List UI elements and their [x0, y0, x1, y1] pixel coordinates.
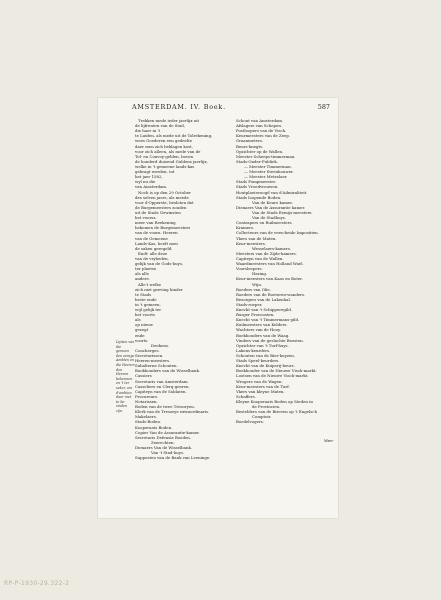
text-line: het jaer 1582, [135, 174, 163, 180]
text-line: — Meester Metzelaer. [244, 174, 288, 180]
text-line: Schouten van de Bier-huyzen. [236, 353, 295, 359]
text-line: Secretarissen. [135, 353, 164, 359]
margin-note-line: Ambten en [116, 358, 135, 363]
text-line: Vinders van de geslachte Beesten. [236, 337, 304, 343]
text-line: Capiteyn van de Wallen. [236, 255, 284, 261]
text-line: Comptoir. [252, 414, 272, 420]
text-line: Trekken mede ieder jaerlijx uit [138, 118, 200, 123]
text-line: Subalterne Schouten. [135, 363, 178, 369]
left-text-column [135, 118, 233, 460]
text-line: Keur-meesters. [236, 240, 267, 246]
text-line: Contrapers en Ruilmeesters. [236, 220, 293, 226]
text-line: Kooperaats Boden. [135, 424, 173, 430]
text-line: Endt' alle deze [138, 250, 168, 256]
text-line: Deekens. [151, 342, 170, 348]
text-line: Roeders van Olie. [236, 286, 271, 292]
text-line: Secretaris Defensie Boeden. [135, 434, 192, 440]
text-line: Knecht van 't Timmermans-gild. [236, 317, 300, 323]
text-line: Ykers van de Maten. [236, 235, 277, 241]
text-line: Afslagers van Schepen. [236, 123, 283, 129]
text-line: Schaffers. [236, 393, 256, 399]
text-line: uit de Stads Gewinsten [135, 209, 181, 215]
text-line: Keurmeesters van de Zeep. [236, 133, 291, 139]
text-line: Opzichter van 't Turf-huys. [236, 342, 289, 348]
text-line: het voorts [135, 312, 155, 318]
text-line: Dienaers Van de Wisselbank. [135, 445, 193, 450]
text-line: andere. [135, 276, 151, 282]
text-line: Wrogers van de Wagen. [236, 378, 283, 384]
text-line: Bookhouders van de Wisselbank. [135, 368, 201, 374]
text-line: Stads Speel-keurders. [236, 358, 280, 364]
text-line: Concherges. [135, 347, 160, 353]
text-line: Tol- en Convoy-gelden, boven [135, 153, 194, 159]
text-line: Van de Stads Eemijs-meesters. [252, 209, 313, 215]
text-line: Houtplaetsvoogd van d'Admiraliteit. [236, 189, 308, 195]
text-line: Wachters van de Hooy. [236, 327, 281, 333]
text-line: Bestelders van de Brieven op 't Engelsch [236, 409, 317, 415]
text-line: Kramers. [236, 225, 255, 231]
text-line: voor zich alleen, als mede van de [135, 148, 201, 154]
text-line: Boden van de twee Tresoryen. [135, 404, 195, 410]
text-line: beste ende [135, 296, 157, 302]
text-line: Makelaers. [135, 414, 157, 420]
margin-note-line: die gemeen [116, 344, 130, 354]
text-line: des selven jaers, als meede [135, 194, 189, 200]
text-line: Capiteyn van de Soldaten. [135, 388, 187, 394]
text-line: Secretaris van Amsterdam. [135, 378, 189, 384]
text-line: Burger Provoosten. [236, 312, 275, 318]
page-number: 587 [317, 103, 330, 111]
text-line: Knecht van de Kuiperij-beurs. [236, 363, 295, 369]
text-line: Meester Scheeps-timmerman. [236, 153, 296, 159]
margin-note-line: die Heeren [116, 362, 135, 367]
text-line: de honderd duizend Guldens jaerlijx, [135, 158, 208, 164]
margin-note-line: den Heeren [116, 367, 129, 377]
text-line: van de vryheden, [135, 255, 169, 261]
text-line: gelijk van de Gods-huys, [135, 261, 184, 267]
text-line: wees Goederen een gedeelte [135, 138, 192, 144]
text-line: — Meester Timmerman. [244, 163, 292, 169]
margin-note-line: vinden [116, 404, 128, 409]
margin-note-line: seker, om [116, 385, 133, 390]
text-line: voor d'Opperste, besloten dat [135, 199, 194, 205]
running-title: AMSTERDAM. IV. Boek. [132, 103, 226, 111]
text-line: de saken geregeld. [135, 245, 173, 251]
text-line: Van 't Stad-huys. [151, 450, 185, 456]
text-line: Stads Pompmeester. [236, 179, 277, 185]
text-line: Kleyne Kooperaats Boden op Steden in [236, 399, 313, 405]
text-line: Voorsleepers. [236, 266, 263, 272]
text-line: Wijn. [252, 281, 263, 287]
text-line: te Stads [135, 291, 152, 297]
text-line: Collecteurs van de verscheide Impositien. [236, 230, 319, 236]
text-line: te Luiden, als mede uit de Tolrekening, [135, 133, 213, 139]
text-line: de Burgemeesters zouden [135, 204, 187, 210]
text-line: Heeren-meesters. [135, 358, 171, 364]
text-line: gebragt werden, tot [135, 169, 175, 175]
text-line: welke in 't gemeene lands-kas [135, 163, 195, 169]
text-line: — Meester Steenhouwer. [244, 169, 294, 175]
text-line: in 't gemeen, [135, 301, 161, 307]
margin-note-line: Lijsten van [116, 340, 135, 344]
text-line: Wesselaers-kamers. [252, 245, 292, 251]
margin-note [116, 340, 135, 414]
catchword: Wee- [324, 438, 334, 443]
text-line: van Amsterdam. [135, 184, 168, 190]
text-line: wyl nu die [135, 179, 156, 185]
text-line: als [135, 317, 141, 323]
text-line: Dienaers Van de Assurantie kamer. [236, 204, 306, 210]
text-line: Lootsen van de Nieuwe Visch-markt. [236, 373, 309, 379]
text-line: Klerk van de Tresorye extraordinaris. [135, 409, 210, 415]
text-line: Knecht van 't Schipperegild. [236, 307, 293, 313]
margin-note-line: bekennen [116, 376, 133, 381]
text-line: Copier Van de Assurantie-kamer. [135, 429, 200, 435]
margin-note-line: en 't ter [116, 381, 130, 386]
text-line: Boedelvogers. [236, 419, 264, 425]
text-line: Cassiers [135, 373, 152, 379]
text-line: Ykers van kleyne Maten. [236, 388, 285, 394]
margin-note-line: te be- [116, 399, 126, 404]
text-line: Noch is op den 29 October [138, 189, 191, 195]
text-line: Van de Keure kamer. [252, 199, 293, 205]
text-line: ter plaetse [135, 266, 157, 272]
text-line: Stads-Boden. [135, 419, 162, 425]
text-line: de lijfrenten van de Stad, [135, 123, 186, 129]
text-line: Stads-roeper. [236, 301, 263, 307]
text-line: Van de Stadhuys. [252, 215, 287, 221]
text-line: als alle [135, 271, 149, 277]
text-line: Notarissen. [135, 399, 158, 405]
text-line: van de Gemeene [135, 235, 168, 241]
text-line: van de voorn. Heeren [135, 230, 178, 236]
text-line: Stads-Onder-Publiek. [236, 158, 279, 164]
page-header [132, 103, 330, 111]
text-line: die haer in 't [135, 128, 161, 134]
margin-note-line: zijn. [116, 408, 123, 413]
right-text-column [236, 118, 336, 425]
text-line: Bezorgers van de Lakenhal. [236, 296, 291, 302]
text-line: Boekhouder van de Nieuwe Visch-markt. [236, 368, 317, 374]
text-line: Kuilmeesters van Kelders. [236, 322, 288, 328]
text-line: Keur-meesters van Kaas en Boter. [236, 276, 303, 282]
text-line: Boekhouders van de Waag. [236, 332, 290, 338]
text-line: Opzichter op de Wallen. [236, 148, 284, 154]
text-line: gezegt [135, 327, 149, 333]
text-line: het voorsz. [135, 215, 157, 221]
text-line: op nieuw [135, 322, 153, 328]
text-line: Graanmeters. [236, 138, 264, 144]
text-line: Lands-Kas, heeft men [135, 240, 178, 246]
text-line: Alle't welke [138, 281, 162, 287]
text-line: Postloopers van de Visch. [236, 128, 287, 134]
text-line: voorts. [135, 337, 149, 343]
text-line: Supposten van de Bank van Leeninge. [135, 455, 211, 461]
text-line: de Provincien. [252, 404, 281, 410]
text-line: Lakens-keurders. [236, 347, 271, 353]
text-line: Waardmeesters van Holland Wael. [236, 261, 304, 267]
margin-note-line: daer niet [116, 395, 132, 400]
text-line: bekomen de Burgemeesters [135, 225, 191, 231]
text-line: Meesters van de Zijde-kamers. [236, 250, 297, 256]
margin-note-line: d'ambten [116, 390, 132, 395]
text-line: Casseliers en Clerq-geeren. [135, 383, 190, 389]
margin-note-line: den eenige [116, 353, 135, 358]
text-line: Haring. [252, 271, 268, 277]
text-line: daer men zich beklagen kost, [135, 143, 193, 149]
text-line: Schout van Amsterdam. [236, 118, 284, 123]
text-line: Roeders van de Roeteren-wanders. [236, 291, 306, 297]
text-line: Zeerechten. [151, 439, 175, 445]
text-line: wijl gelijk ter [135, 307, 162, 313]
text-line: Procureurs. [135, 393, 159, 399]
inventory-number: RP-P-1930-29.322-2 [4, 580, 70, 587]
text-line: Beurs-knegts. [236, 143, 264, 149]
text-line: meer van Reekening [135, 220, 176, 226]
text-line: zich niet geeving hinder [135, 286, 183, 292]
text-line: Keur-meesters van de Turf. [236, 383, 290, 389]
text-line: Stads loopende Boden. [236, 194, 282, 200]
text-line: Stads Vroedvrouwen. [236, 184, 279, 190]
text-line: ende [135, 332, 145, 338]
